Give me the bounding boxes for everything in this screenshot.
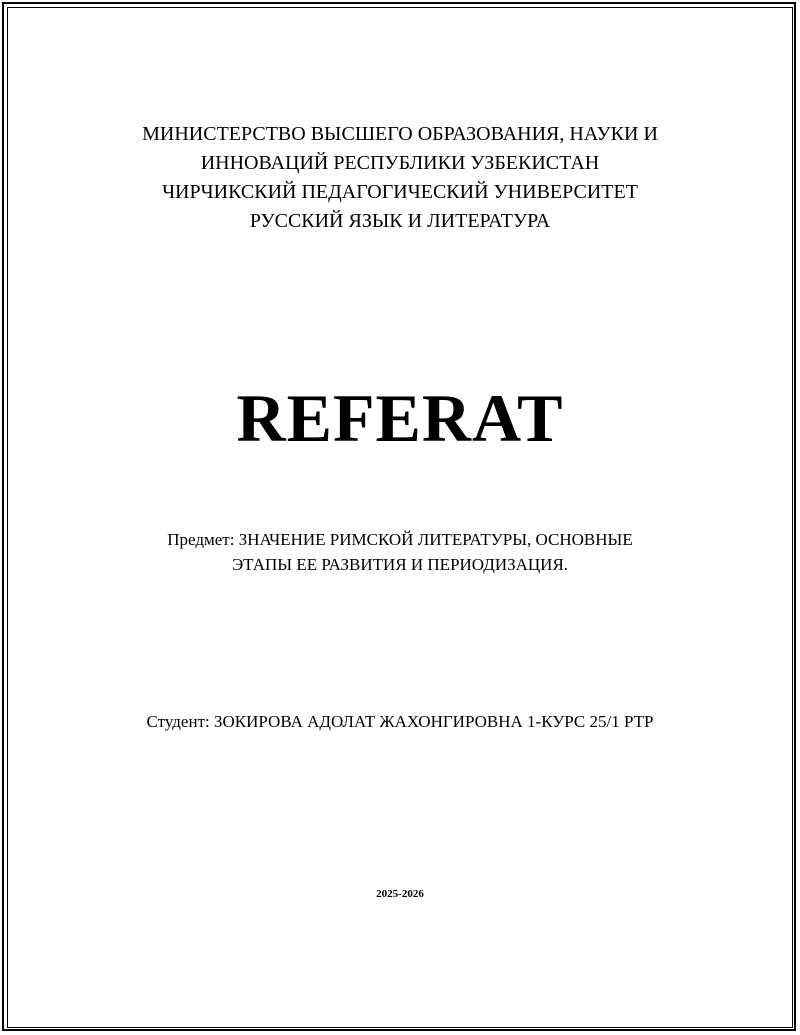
academic-year: 2025-2026 [376,888,424,900]
subject-line-2: ЭТАПЫ ЕЕ РАЗВИТИЯ И ПЕРИОДИЗАЦИЯ. [231,555,569,574]
header-line-republic: ИННОВАЦИЙ РЕСПУБЛИКИ УЗБЕКИСТАН [200,152,600,174]
institution-header [0,120,800,236]
student-info: Студент: ЗОКИРОВА АДОЛАТ ЖАХОНГИРОВНА 1-КУРС 25/1 РТР [146,712,654,731]
subject-block [0,527,800,577]
header-line-university: ЧИРЧИКСКИЙ ПЕДАГОГИЧЕСКИЙ УНИВЕРСИТЕТ [162,181,638,203]
header-line-department: РУССКИЙ ЯЗЫК И ЛИТЕРАТУРА [249,210,551,232]
subject-line-1: Предмет: ЗНАЧЕНИЕ РИМСКОЙ ЛИТЕРАТУРЫ, ОСНОВНЫЕ [167,530,633,549]
document-title: REFERAT [236,380,564,456]
header-line-ministry: МИНИСТЕРСТВО ВЫСШЕГО ОБРАЗОВАНИЯ, НАУКИ И [142,123,658,145]
